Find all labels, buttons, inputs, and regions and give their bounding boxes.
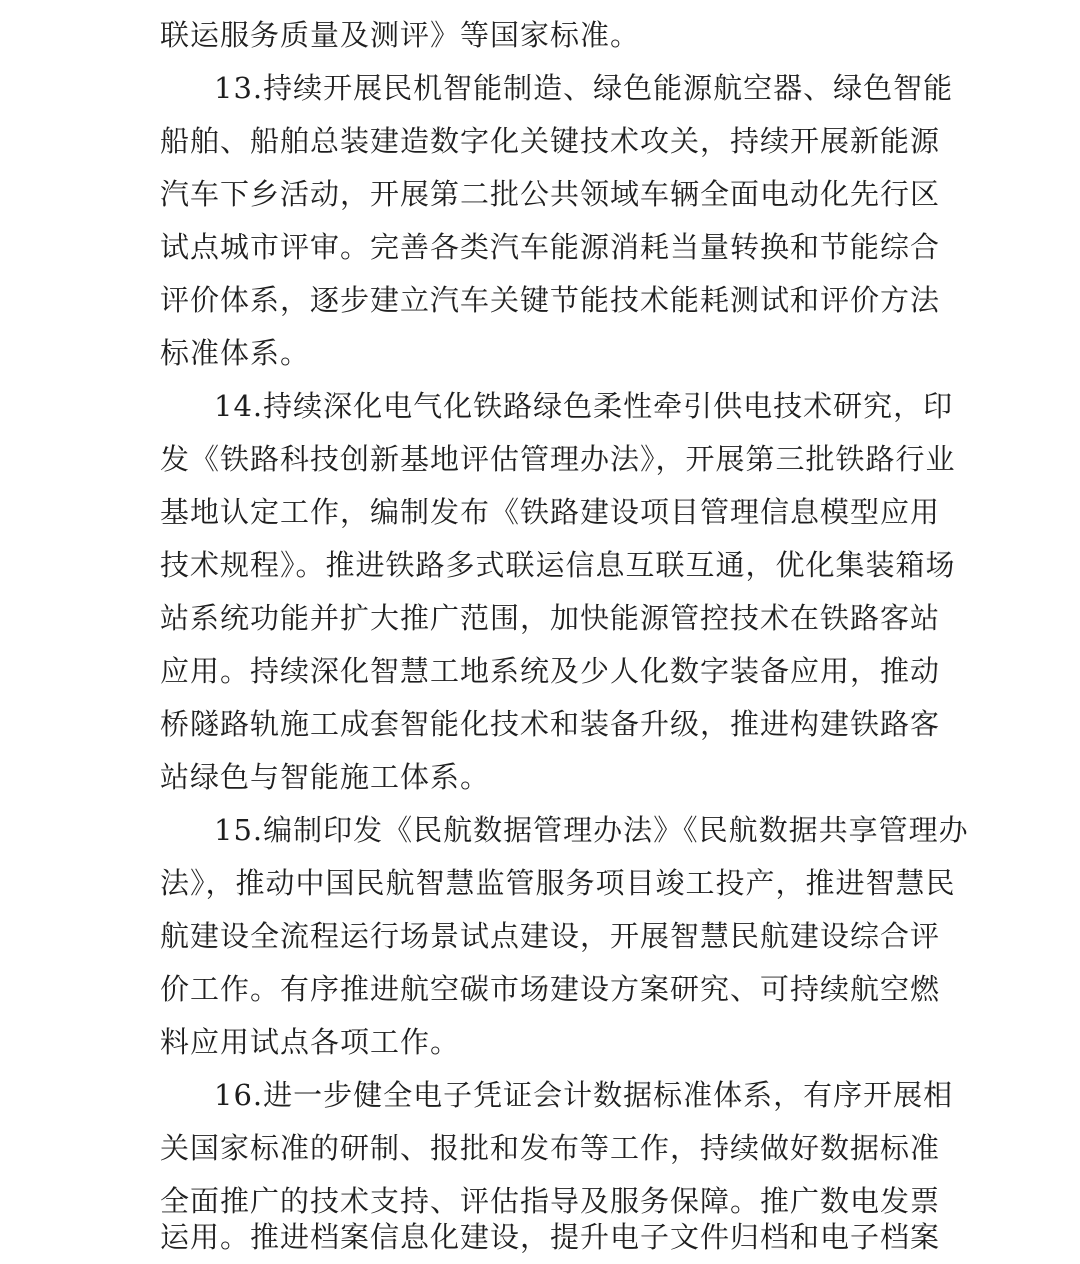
text-line: 应用。持续深化智慧工地系统及少人化数字装备应用，推动	[160, 654, 941, 688]
paragraph-15-first-line: 15.编制印发《民航数据管理办法》《民航数据共享管理办	[214, 813, 969, 847]
text-line: 全面推广的技术支持、评估指导及服务保障。推广数电发票	[160, 1184, 941, 1218]
text-line: 基地认定工作，编制发布《铁路建设项目管理信息模型应用	[160, 495, 941, 529]
text-line: 技术规程》。推进铁路多式联运信息互联互通，优化集装箱场	[160, 548, 956, 582]
text-line: 评价体系，逐步建立汽车关键节能技术能耗测试和评价方法	[160, 283, 941, 317]
text-line: 料应用试点各项工作。	[160, 1025, 461, 1059]
text-line: 联运服务质量及测评》等国家标准。	[160, 18, 641, 52]
text-line: 站绿色与智能施工体系。	[160, 760, 491, 794]
paragraph-16-first-line: 16.进一步健全电子凭证会计数据标准体系，有序开展相	[214, 1078, 954, 1112]
text-line: 标准体系。	[160, 336, 311, 370]
text-line: 汽车下乡活动，开展第二批公共领域车辆全面电动化先行区	[160, 177, 941, 211]
text-line: 桥隧路轨施工成套智能化技术和装备升级，推进构建铁路客	[160, 707, 941, 741]
text-line: 价工作。有序推进航空碳市场建设方案研究、可持续航空燃	[160, 972, 941, 1006]
text-line: 航建设全流程运行场景试点建设，开展智慧民航建设综合评	[160, 919, 941, 953]
text-line: 法》，推动中国民航智慧监管服务项目竣工投产，推进智慧民	[160, 866, 956, 900]
paragraph-13-first-line: 13.持续开展民机智能制造、绿色能源航空器、绿色智能	[214, 71, 954, 105]
text-line: 关国家标准的研制、报批和发布等工作，持续做好数据标准	[160, 1131, 941, 1165]
text-line: 发《铁路科技创新基地评估管理办法》，开展第三批铁路行业	[160, 442, 956, 476]
text-line: 试点城市评审。完善各类汽车能源消耗当量转换和节能综合	[160, 230, 941, 264]
text-line: 船舶、船舶总装建造数字化关键技术攻关，持续开展新能源	[160, 124, 941, 158]
text-line: 站系统功能并扩大推广范围，加快能源管控技术在铁路客站	[160, 601, 941, 635]
paragraph-14-first-line: 14.持续深化电气化铁路绿色柔性牵引供电技术研究，印	[214, 389, 954, 423]
text-line: 运用。推进档案信息化建设，提升电子文件归档和电子档案	[160, 1220, 941, 1254]
